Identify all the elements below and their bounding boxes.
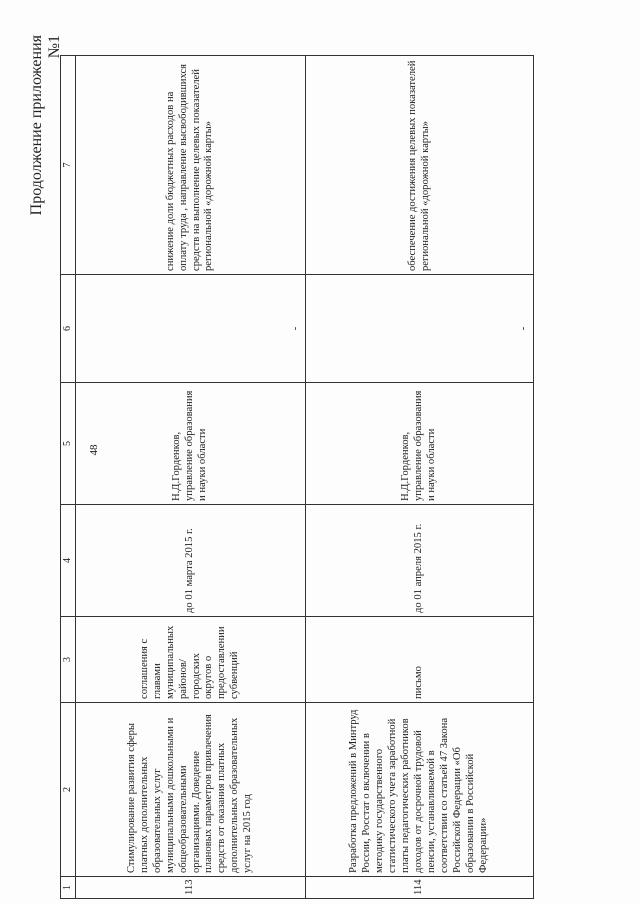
- column-number: 4: [61, 505, 76, 617]
- responsible-cell: Н.Д.Горденков, управление образования и науки области: [76, 383, 306, 505]
- column-number: 5: [61, 383, 76, 505]
- mechanism-cell: письмо: [306, 617, 534, 703]
- responsible-cell: Н.Д.Горденков, управление образования и науки области: [306, 383, 534, 505]
- column-number: 2: [61, 703, 76, 877]
- mechanism-cell: соглашения с главами муниципальных районов/городских округов о предоставлении субвенций: [76, 617, 306, 703]
- table-row: [306, 56, 534, 899]
- column6-cell: -: [76, 275, 306, 383]
- row-number: 114: [306, 877, 534, 899]
- column-number: 1: [61, 877, 76, 899]
- column-number: 6: [61, 275, 76, 383]
- table-row: [76, 56, 306, 899]
- row-number: 113: [76, 877, 306, 899]
- result-cell: снижение доли бюджетных расходов на оплату труда , направление высвободившихся средств на выполнение целевых показателей региональной «дорожной карты»: [76, 56, 306, 275]
- deadline-cell: до 01 апреля 2015 г.: [306, 505, 534, 617]
- page-number: 48: [88, 444, 100, 456]
- deadline-cell: до 01 марта 2015 г.: [76, 505, 306, 617]
- column-number: 7: [61, 56, 76, 275]
- column6-cell: -: [306, 275, 534, 383]
- column-number: 3: [61, 617, 76, 703]
- plan-table: [60, 55, 534, 899]
- activity-cell: Стимулирование развития сферы платных дополнительных образовательных услуг муниципальными дошкольными и общеобразовательными организациями. Доведение плановых параметров привлечения средств от оказания платных дополнительных образовательных услуг на 2015 год: [76, 703, 306, 877]
- column-number-row: [61, 56, 76, 899]
- result-cell: обеспечение достижения целевых показателей региональной «дорожной карты»: [306, 56, 534, 275]
- appendix-title: Продолжение приложения №1: [28, 35, 63, 216]
- activity-cell: Разработка предложений в Минтруд России, Росстат о включении в методику государственного статистического учета заработной платы педагогических работников доходов от досрочной трудовой пенсии, устанавливаемой в соответствии со статьей 47 Закона Российской Федерации «Об образовании в Российской Федерации»: [306, 703, 534, 877]
